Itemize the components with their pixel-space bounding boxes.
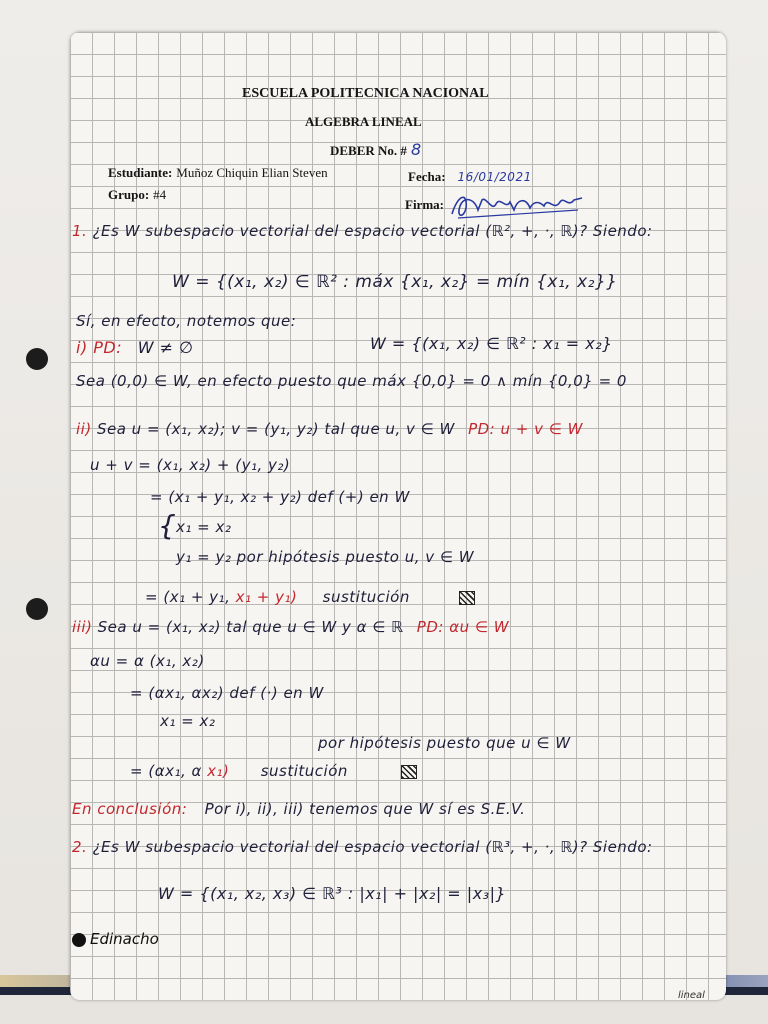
part-iii-label: iii) bbox=[72, 618, 93, 636]
date-value: 16/01/2021 bbox=[457, 170, 532, 184]
question-1-text: ¿Es W subespacio vectorial del espacio vectorial (ℝ², +, ·, ℝ)? Siendo: bbox=[92, 222, 653, 240]
scalar-subst-red: x₁) bbox=[207, 762, 230, 780]
line-scalar-hyp: x₁ = x₂ bbox=[160, 712, 216, 730]
line-sum: u + v = (x₁, x₂) + (y₁, y₂) bbox=[90, 456, 291, 474]
part-ii-label: ii) bbox=[76, 420, 92, 438]
line-scalar: αu = α (x₁, x₂) bbox=[90, 652, 205, 670]
part-ii bbox=[76, 420, 583, 438]
question-2 bbox=[72, 838, 653, 856]
brand-logo-icon bbox=[72, 933, 86, 947]
question-1-number: 1. bbox=[72, 222, 88, 240]
qed-icon-2 bbox=[401, 765, 417, 779]
part-iii bbox=[72, 618, 509, 636]
substitution-label: sustitución bbox=[322, 588, 410, 606]
conclusion-label: En conclusión: bbox=[72, 800, 188, 818]
part-i-claim: W ≠ ∅ bbox=[137, 338, 194, 357]
signature-field bbox=[405, 196, 444, 214]
brand-mark bbox=[72, 930, 159, 949]
conclusion-text: Por i), ii), iii) tenemos que W sí es S.E.V. bbox=[204, 800, 526, 818]
substitution-red: x₁ + y₁) bbox=[235, 588, 298, 606]
line-scalar-subst bbox=[130, 762, 417, 780]
substitution-start: = (x₁ + y₁, bbox=[145, 588, 231, 606]
assignment-label: DEBER No. # bbox=[330, 143, 407, 158]
line-scalar-def: = (αx₁, αx₂) def (·) en W bbox=[130, 684, 324, 702]
signature-label: Firma: bbox=[405, 197, 444, 212]
institution-title: ESCUELA POLITECNICA NACIONAL bbox=[242, 86, 489, 101]
corner-mark: lineal bbox=[678, 990, 705, 1001]
part-ii-text: Sea u = (x₁, x₂); v = (y₁, y₂) tal que u, v ∈ W bbox=[96, 420, 455, 438]
qed-icon bbox=[459, 591, 475, 605]
student-label: Estudiante: bbox=[108, 165, 173, 180]
question-1 bbox=[72, 222, 653, 240]
part-iii-text: Sea u = (x₁, x₂) tal que u ∈ W y α ∈ ℝ bbox=[97, 618, 404, 636]
scalar-subst-label: sustitución bbox=[260, 762, 348, 780]
assignment-line bbox=[330, 140, 422, 160]
scalar-subst-start: = (αx₁, α bbox=[130, 762, 202, 780]
question-2-number: 2. bbox=[72, 838, 88, 856]
line-hyp-x: x₁ = x₂ bbox=[176, 518, 232, 536]
conclusion-line bbox=[72, 800, 525, 818]
line-scalar-hyp-note: por hipótesis puesto que u ∈ W bbox=[318, 734, 571, 752]
question-1-set: W = {(x₁, x₂) ∈ ℝ² : máx {x₁, x₂} = mín {x₁, x₂}} bbox=[172, 272, 618, 292]
part-i-label: i) PD: bbox=[76, 338, 123, 357]
brand-name: Edinacho bbox=[90, 930, 159, 948]
course-title: ALGEBRA LINEAL bbox=[305, 114, 422, 129]
line-hyp-y: y₁ = y₂ por hipótesis puesto u, v ∈ W bbox=[176, 548, 475, 566]
date-field bbox=[408, 168, 532, 186]
part-iii-pd: PD: αu ∈ W bbox=[416, 618, 510, 636]
brace-icon: { bbox=[158, 509, 177, 542]
question-2-text: ¿Es W subespacio vectorial del espacio vectorial (ℝ³, +, ·, ℝ)? Siendo: bbox=[92, 838, 653, 856]
line-substitution bbox=[145, 588, 475, 606]
binder-hole-top bbox=[26, 348, 48, 370]
line-zero-vector: Sea (0,0) ∈ W, en efecto puesto que máx {0,0} = 0 ∧ mín {0,0} = 0 bbox=[76, 372, 627, 390]
binder-hole-bottom bbox=[26, 598, 48, 620]
line-intro: Sí, en efecto, notemos que: bbox=[76, 312, 297, 330]
group-field bbox=[108, 186, 166, 204]
student-field bbox=[108, 164, 328, 182]
signature-image bbox=[448, 188, 588, 224]
part-i bbox=[76, 338, 194, 357]
date-label: Fecha: bbox=[408, 169, 446, 184]
question-2-set: W = {(x₁, x₂, x₃) ∈ ℝ³ : |x₁| + |x₂| = |x₃|} bbox=[158, 884, 507, 903]
simplified-set: W = {(x₁, x₂) ∈ ℝ² : x₁ = x₂} bbox=[370, 334, 613, 353]
student-name: Muñoz Chiquin Elian Steven bbox=[176, 165, 328, 180]
part-ii-pd: PD: u + v ∈ W bbox=[468, 420, 583, 438]
line-sum-def: = (x₁ + y₁, x₂ + y₂) def (+) en W bbox=[150, 488, 410, 506]
assignment-number: 8 bbox=[410, 140, 422, 159]
group-label: Grupo: bbox=[108, 187, 150, 202]
group-value: #4 bbox=[153, 187, 167, 202]
